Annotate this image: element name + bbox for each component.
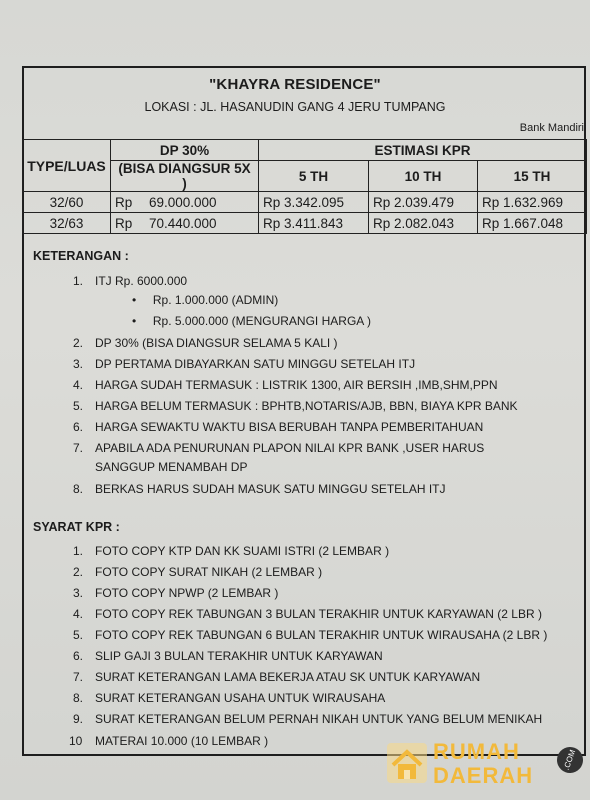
syarat-heading: SYARAT KPR : bbox=[33, 520, 120, 534]
estimate-15-cell: Rp 1.632.969 bbox=[478, 192, 587, 213]
dp-cell bbox=[111, 213, 259, 234]
estimate-5-cell: Rp 3.411.843 bbox=[259, 213, 369, 234]
bullet-item: • Rp. 1.000.000 (ADMIN) bbox=[132, 293, 279, 307]
type-cell: 32/60 bbox=[23, 192, 111, 213]
list-item: 4. HARGA SUDAH TERMASUK : LISTRIK 1300, AIR BERSIH ,IMB,SHM,PPN bbox=[73, 378, 498, 392]
currency-label: Rp bbox=[115, 194, 133, 210]
dp-value: 69.000.000 bbox=[149, 194, 217, 210]
term-header: 10 TH bbox=[369, 161, 478, 192]
estimate-10-cell: Rp 2.039.479 bbox=[369, 192, 478, 213]
watermark bbox=[385, 737, 585, 792]
watermark-text-1: RUMAH bbox=[433, 739, 520, 764]
location-line: LOKASI : JL. HASANUDIN GANG 4 JERU TUMPANG bbox=[144, 100, 446, 114]
term-header: 15 TH bbox=[478, 161, 587, 192]
dp-cell bbox=[111, 192, 259, 213]
watermark-suffix: .COM bbox=[553, 743, 586, 776]
type-cell: 32/63 bbox=[23, 213, 111, 234]
currency-label: Rp bbox=[115, 215, 133, 231]
list-item: 8. BERKAS HARUS SUDAH MASUK SATU MINGGU SETELAH ITJ bbox=[73, 482, 446, 496]
list-item: 8. SURAT KETERANGAN USAHA UNTUK WIRAUSAHA bbox=[73, 691, 386, 705]
dp-subheader: (BISA DIANGSUR 5X ) bbox=[111, 161, 259, 192]
list-item: 4. FOTO COPY REK TABUNGAN 3 BULAN TERAKHIR UNTUK KARYAWAN (2 LBR ) bbox=[73, 607, 542, 621]
bullet-icon: • bbox=[132, 293, 153, 307]
bullet-icon: • bbox=[132, 314, 153, 328]
house-icon bbox=[385, 741, 429, 785]
list-item: 1. ITJ Rp. 6000.000 bbox=[73, 274, 188, 288]
table-row bbox=[23, 192, 587, 213]
watermark-text-2: DAERAH bbox=[433, 763, 534, 788]
list-item: 5. HARGA BELUM TERMASUK : BPHTB,NOTARIS/AJB, BBN, BIAYA KPR BANK bbox=[73, 399, 518, 413]
term-header: 5 TH bbox=[259, 161, 369, 192]
list-item: 7. SURAT KETERANGAN LAMA BEKERJA ATAU SK UNTUK KARYAWAN bbox=[73, 670, 481, 684]
document-title: "KHAYRA RESIDENCE" bbox=[209, 76, 381, 93]
bank-name: Bank Mandiri bbox=[519, 122, 584, 134]
list-item-continuation: SANGGUP MENAMBAH DP bbox=[95, 460, 248, 474]
list-item: 5. FOTO COPY REK TABUNGAN 6 BULAN TERAKHIR UNTUK WIRAUSAHA (2 LBR ) bbox=[73, 628, 548, 642]
table-header-row bbox=[23, 140, 587, 161]
list-item: 6. HARGA SEWAKTU WAKTU BISA BERUBAH TANPA PEMBERITAHUAN bbox=[73, 420, 484, 434]
keterangan-heading: KETERANGAN : bbox=[33, 249, 129, 263]
estimate-header: ESTIMASI KPR bbox=[259, 140, 587, 161]
list-item: 2. DP 30% (BISA DIANGSUR SELAMA 5 KALI ) bbox=[73, 336, 338, 350]
estimate-15-cell: Rp 1.667.048 bbox=[478, 213, 587, 234]
price-table bbox=[22, 139, 587, 234]
list-item: 6. SLIP GAJI 3 BULAN TERAKHIR UNTUK KARYAWAN bbox=[73, 649, 383, 663]
dp-value: 70.440.000 bbox=[149, 215, 217, 231]
type-header: TYPE/LUAS bbox=[23, 140, 111, 192]
list-item: 3. FOTO COPY NPWP (2 LEMBAR ) bbox=[73, 586, 279, 600]
list-item: 10 MATERAI 10.000 (10 LEMBAR ) bbox=[69, 734, 269, 748]
list-item: 1. FOTO COPY KTP DAN KK SUAMI ISTRI (2 LEMBAR ) bbox=[73, 544, 390, 558]
estimate-10-cell: Rp 2.082.043 bbox=[369, 213, 478, 234]
list-item: 9. SURAT KETERANGAN BELUM PERNAH NIKAH UNTUK YANG BELUM MENIKAH bbox=[73, 712, 543, 726]
estimate-5-cell: Rp 3.342.095 bbox=[259, 192, 369, 213]
list-item: 7. APABILA ADA PENURUNAN PLAPON NILAI KPR BANK ,USER HARUS bbox=[73, 441, 485, 455]
list-item: 3. DP PERTAMA DIBAYARKAN SATU MINGGU SETELAH ITJ bbox=[73, 357, 416, 371]
bullet-item: • Rp. 5.000.000 (MENGURANGI HARGA ) bbox=[132, 314, 371, 328]
table-row bbox=[23, 213, 587, 234]
list-item: 2. FOTO COPY SURAT NIKAH (2 LEMBAR ) bbox=[73, 565, 323, 579]
dp-header: DP 30% bbox=[111, 140, 259, 161]
